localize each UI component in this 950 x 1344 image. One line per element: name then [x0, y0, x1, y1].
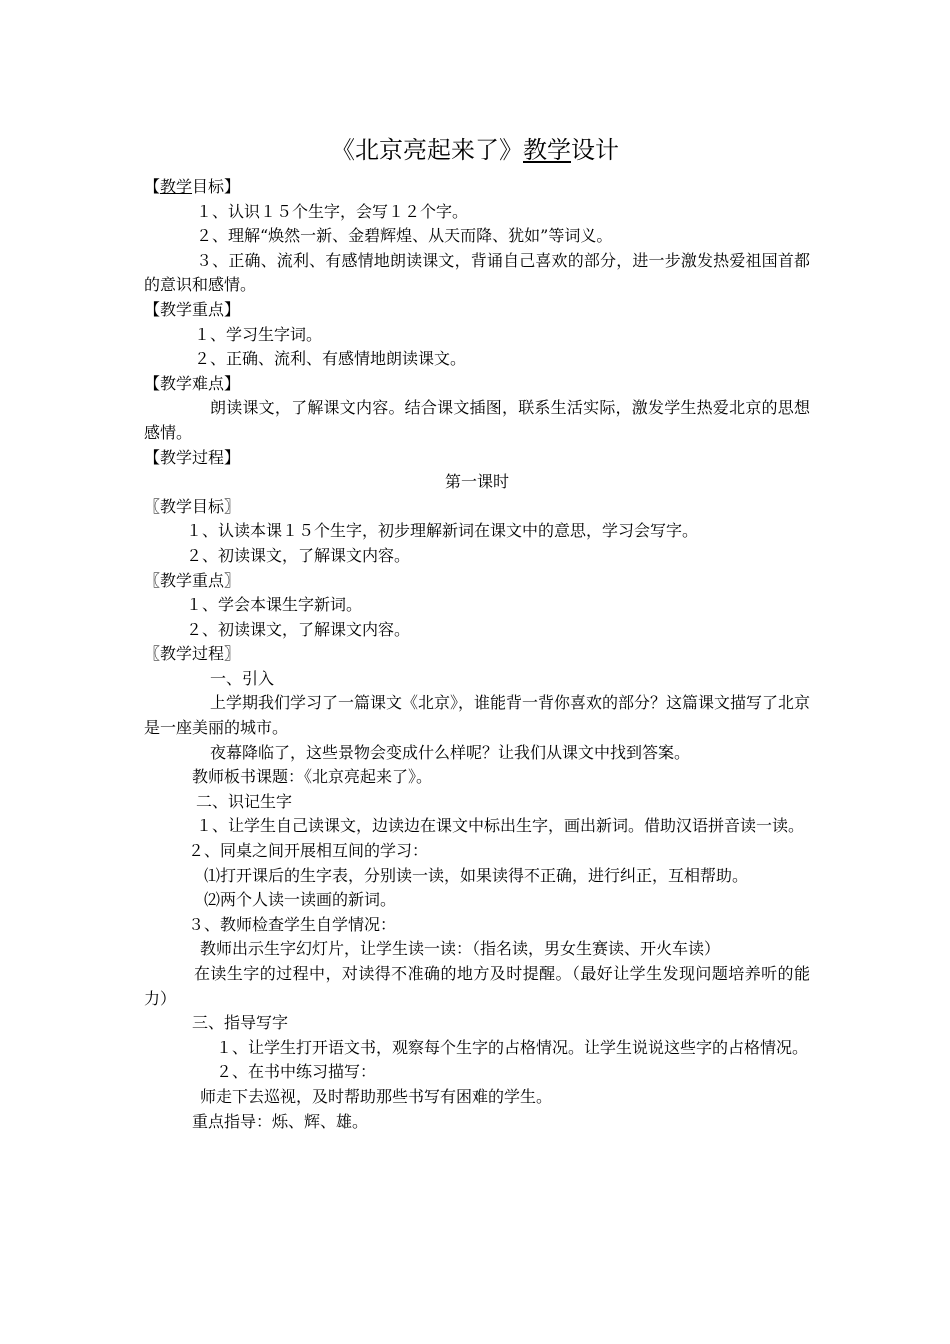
- paragraph: １、让学生自己读课文，边读边在课文中标出生字，画出新词。借助汉语拼音读一读。: [196, 816, 805, 836]
- goals-heading-underlined: 教学: [160, 177, 193, 196]
- paragraph: 在读生字的过程中，对读得不准确的地方及时提醒。（最好让学生发现问题培养听的能力）: [144, 964, 810, 1008]
- lesson-title: 第一课时: [444, 472, 509, 492]
- paragraph: ２、在书中练习描写：: [216, 1062, 377, 1082]
- paragraph: 教师出示生字幻灯片，让学生读一读：（指名读，男女生赛读、开火车读）: [200, 939, 721, 959]
- goals-heading-bracket: 【: [144, 177, 161, 196]
- paragraph: 重点指导：烁、辉、雄。: [192, 1111, 369, 1131]
- document-body: [144, 175, 810, 1134]
- title-part-1: 《北京亮起来了》: [331, 136, 523, 164]
- difficulty-heading: 【教学难点】: [144, 373, 241, 393]
- paragraph: ⑵两个人读一读画的新词。: [204, 890, 397, 910]
- paragraph: 师走下去巡视，及时帮助那些书写有困难的学生。: [200, 1086, 553, 1106]
- section-heading-characters: 二、识记生字: [196, 791, 293, 811]
- paragraph: ⑴打开课后的生字表，分别读一读，如果读得不正确，进行纠正，互相帮助。: [204, 865, 749, 885]
- paragraph: 教师板书课题：《北京亮起来了》。: [192, 767, 433, 787]
- lesson-goals-heading: 〖教学目标〗: [144, 496, 241, 516]
- process-heading: 【教学过程】: [144, 447, 241, 467]
- goals-heading: [144, 175, 810, 200]
- lesson-key-item: １、学会本课生字新词。: [186, 595, 363, 615]
- title-part-2: 教学: [523, 136, 571, 164]
- goal-item: ２、理解“焕然一新、金碧辉煌、从天而降、犹如”等词义。: [196, 226, 613, 246]
- key-item: １、学习生字词。: [194, 324, 323, 344]
- paragraph: ３、教师检查学生自学情况：: [188, 914, 397, 934]
- paragraph: 夜幕降临了，这些景物会变成什么样呢？让我们从课文中找到答案。: [210, 742, 691, 762]
- paragraph: ２、同桌之间开展相互间的学习：: [188, 841, 429, 861]
- lesson-goal-item: ２、初读课文，了解课文内容。: [186, 545, 411, 565]
- goal-item: ３、正确、流利、有感情地朗读课文，背诵自己喜欢的部分，进一步激发热爱祖国首都的意识和感情。: [144, 250, 810, 295]
- page-title: [0, 132, 950, 168]
- key-item: ２、正确、流利、有感情地朗读课文。: [194, 349, 467, 369]
- paragraph: １、让学生打开语文书，观察每个生字的占格情况。让学生说说这些字的占格情况。: [216, 1037, 809, 1057]
- key-heading: 【教学重点】: [144, 299, 241, 319]
- paragraph: 上学期我们学习了一篇课文《北京》，谁能背一背你喜欢的部分？这篇课文描写了北京是一座美丽的城市。: [144, 693, 811, 738]
- lesson-key-heading: 〖教学重点〗: [144, 570, 241, 590]
- lesson-process-heading: 〖教学过程〗: [144, 644, 241, 664]
- title-part-3: 设计: [571, 136, 619, 164]
- difficulty-text: 朗读课文，了解课文内容。结合课文插图，联系生活实际，激发学生热爱北京的思想感情。: [144, 398, 810, 442]
- goals-heading-rest: 目标】: [192, 177, 241, 196]
- lesson-key-item: ２、初读课文，了解课文内容。: [186, 619, 411, 639]
- section-heading-writing: 三、指导写字: [192, 1013, 289, 1033]
- goal-item: １、认识１５个生字，会写１２个字。: [196, 201, 469, 221]
- lesson-goal-item: １、认读本课１５个生字，初步理解新词在课文中的意思，学习会写字。: [186, 521, 699, 541]
- section-heading-intro: 一、引入: [210, 668, 275, 688]
